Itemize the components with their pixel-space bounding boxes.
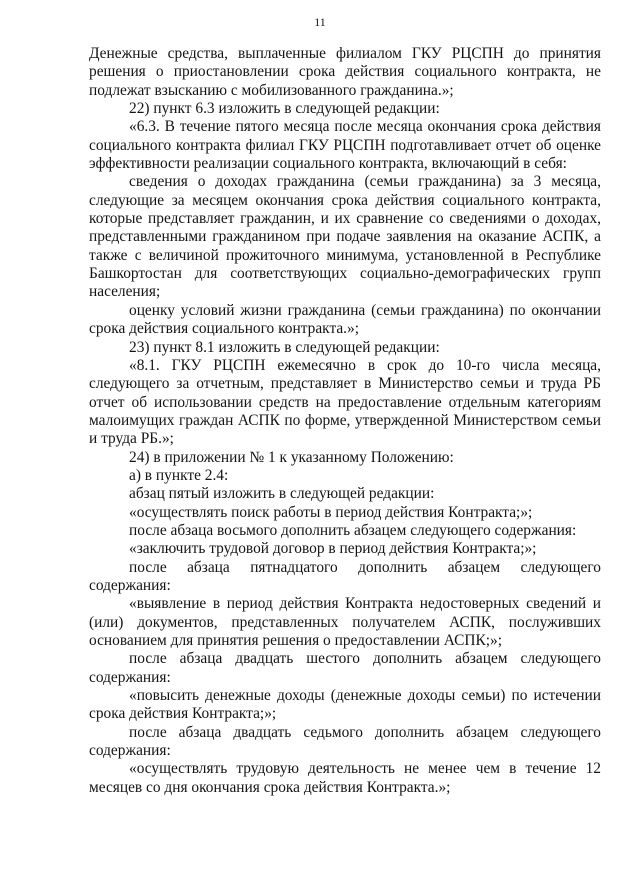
paragraph-quote-5: «осуществлять трудовую деятельность не менее чем в течение 12 месяцев со дня окончания срока действия Контракта.»; [89,760,601,796]
paragraph-instruction-2: после абзаца восьмого дополнить абзацем следующего содержания: [129,521,577,539]
paragraph-instruction-1: абзац пятый изложить в следующей редакции: [129,485,435,503]
paragraph-continuation: Денежные средства, выплаченные филиалом ГКУ РЦСПН до принятия решения о приостановлении срока действия социального контракта, не подлежат взысканию с мобилизованного гражданина.»; [89,45,601,99]
paragraph-instruction-3: после абзаца пятнадцатого дополнить абзацем следующего содержания: [89,558,601,594]
paragraph-living-conditions: оценку условий жизни гражданина (семьи гражданина) по окончании срока действия социального контракта.»; [89,301,601,338]
paragraph-instruction-4: после абзаца двадцать шестого дополнить абзацем следующего содержания: [89,650,601,686]
paragraph-item-22: 22) пункт 6.3 изложить в следующей редакции: [129,100,440,118]
paragraph-clause-8-1: «8.1. ГКУ РЦСПН ежемесячно в срок до 10-го числа месяца, следующего за отчетным, представляет в Министерство семьи и труда РБ отчет об использовании средств на предоставление отдельным категориям малоимущих граждан АСПК по форме, утвержденной Министерством семьи и труда РБ.»; [89,356,601,448]
document-body [89,45,601,797]
paragraph-item-23: 23) пункт 8.1 изложить в следующей редакции: [129,338,440,356]
paragraph-quote-3: «выявление в период действия Контракта недостоверных сведений и (или) документов, представленных получателем АСПК, послуживших основанием для принятия решения о предоставлении АСПК;»; [89,595,601,649]
paragraph-quote-1: «осуществлять поиск работы в период действия Контракта;»; [129,503,533,521]
paragraph-income-info: сведения о доходах гражданина (семьи гражданина) за 3 месяца, следующие за месяцем окончания срока действия социального контракта, которые представляет гражданин, и их сравнение со сведениями о доходах, представленными гражданином при подаче заявления на оказание АСПК, а также с величиной прожиточного минимума, установленной в Республике Башкортостан для соответствующих социально-демографических групп населения; [89,173,601,301]
paragraph-item-24: 24) в приложении № 1 к указанному Положению: [129,448,454,466]
paragraph-instruction-5: после абзаца двадцать седьмого дополнить абзацем следующего содержания: [89,723,601,760]
page-number: 11 [314,15,326,29]
paragraph-clause-6-3: «6.3. В течение пятого месяца после месяца окончания срока действия социального контракта филиал ГКУ РЦСПН подготавливает отчет об оценке эффективности реализации социального контракта, включающий в себя: [89,118,601,173]
paragraph-quote-4: «повысить денежные доходы (денежные доходы семьи) по истечении срока действия Контракта;»; [89,687,601,723]
paragraph-subitem-a: а) в пункте 2.4: [129,466,229,484]
paragraph-quote-2: «заключить трудовой договор в период действия Контракта;»; [129,540,537,558]
